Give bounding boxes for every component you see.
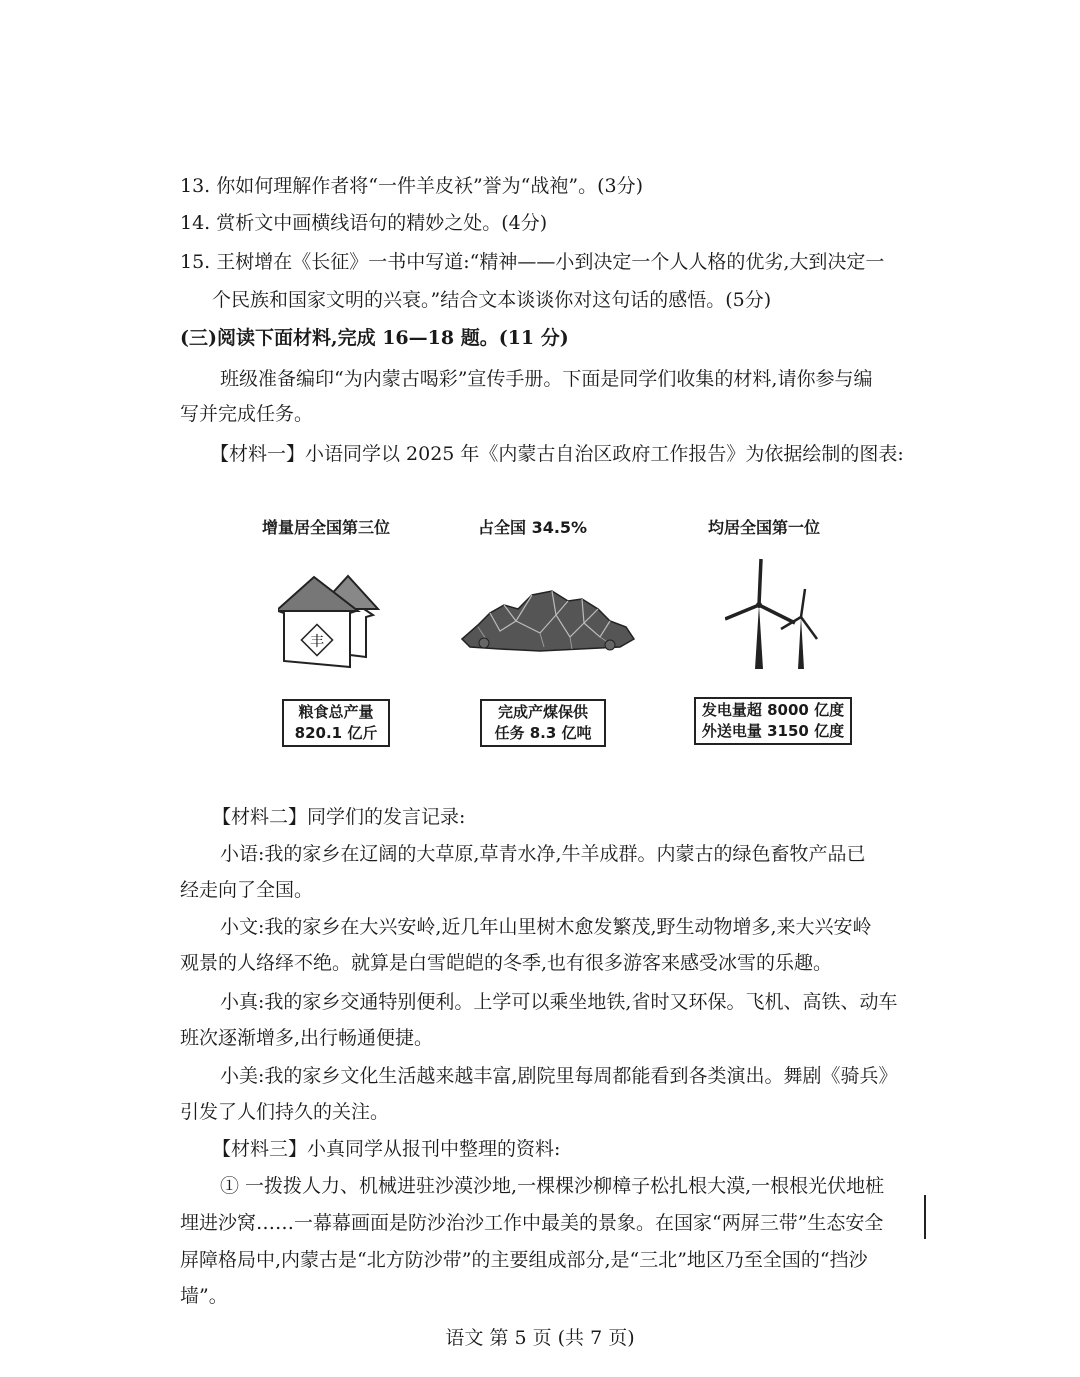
box-power <box>694 697 852 745</box>
coal-pile-icon <box>460 587 635 657</box>
material-2-line: 小语:我的家乡在辽阔的大草原,草青水净,牛羊成群。内蒙古的绿色畜牧产品已 <box>220 843 866 865</box>
material-1-title: 【材料一】小语同学以 2025 年《内蒙古自治区政府工作报告》为依据绘制的图表: <box>210 443 904 465</box>
material-3-line: 墙”。 <box>180 1285 228 1307</box>
box-grain <box>282 699 390 747</box>
material-2-line: 观景的人络绎不绝。就算是白雪皑皑的冬季,也有很多游客来感受冰雪的乐趣。 <box>180 952 833 974</box>
granary-char: 丰 <box>310 634 324 650</box>
material-3-line: 埋进沙窝……一幕幕画面是防沙治沙工作中最美的景象。在国家“两屏三带”生态安全 <box>180 1212 884 1234</box>
section-3-heading: (三)阅读下面材料,完成 16—18 题。(11 分) <box>180 327 569 349</box>
question-14: 14. 赏析文中画横线语句的精妙之处。(4分) <box>180 212 548 234</box>
caption-grain: 增量居全国第三位 <box>262 518 391 537</box>
wind-turbine-icon <box>725 557 835 672</box>
box-grain-line2: 820.1 亿斤 <box>294 724 378 742</box>
box-grain-line1: 粮食总产量 <box>298 703 374 721</box>
page-footer: 语文 第 5 页 (共 7 页) <box>445 1327 635 1349</box>
box-power-line2: 外送电量 3150 亿度 <box>701 722 845 740</box>
question-15-line1: 15. 王树增在《长征》一书中写道:“精神——小到决定一个人人格的优劣,大到决定一 <box>180 251 885 273</box>
box-coal <box>480 699 606 747</box>
box-power-line1: 发电量超 8000 亿度 <box>701 701 845 719</box>
question-15-line2: 个民族和国家文明的兴衰。”结合文本谈谈你对这句话的感悟。(5分) <box>212 289 772 311</box>
material-2-line: 班次逐渐增多,出行畅通便捷。 <box>180 1027 434 1049</box>
material-2-title: 【材料二】同学们的发言记录: <box>212 806 466 828</box>
caption-coal: 占全国 34.5% <box>478 518 588 537</box>
section-3-intro-line2: 写并完成任务。 <box>180 403 314 425</box>
caption-power: 均居全国第一位 <box>708 518 821 537</box>
material-2-line: 引发了人们持久的关注。 <box>180 1101 390 1123</box>
section-3-intro-line1: 班级准备编印“为内蒙古喝彩”宣传手册。下面是同学们收集的材料,请你参与编 <box>220 368 873 390</box>
material-2-line: 小真:我的家乡交通特别便利。上学可以乘坐地铁,省时又环保。飞机、高铁、动车 <box>220 991 898 1013</box>
box-coal-line2: 任务 8.3 亿吨 <box>494 724 592 742</box>
granary-icon <box>278 571 398 671</box>
material-2-line: 小文:我的家乡在大兴安岭,近几年山里树木愈发繁茂,野生动物增多,来大兴安岭 <box>220 916 872 938</box>
box-coal-line1: 完成产煤保供 <box>497 703 588 721</box>
material-3-title: 【材料三】小真同学从报刊中整理的资料: <box>212 1138 561 1160</box>
material-3-line: 屏障格局中,内蒙古是“北方防沙带”的主要组成部分,是“三北”地区乃至全国的“挡沙 <box>180 1249 868 1271</box>
question-13: 13. 你如何理解作者将“一件羊皮袄”誉为“战袍”。(3分) <box>180 175 644 197</box>
material-3-line: ① 一拨拨人力、机械进驻沙漠沙地,一棵棵沙柳樟子松扎根大漠,一根根光伏地桩 <box>220 1175 885 1197</box>
margin-scan-mark <box>924 1195 926 1239</box>
material-1-infographic <box>240 505 880 755</box>
material-2-line: 小美:我的家乡文化生活越来越丰富,剧院里每周都能看到各类演出。舞剧《骑兵》 <box>220 1065 898 1087</box>
material-2-line: 经走向了全国。 <box>180 879 314 901</box>
